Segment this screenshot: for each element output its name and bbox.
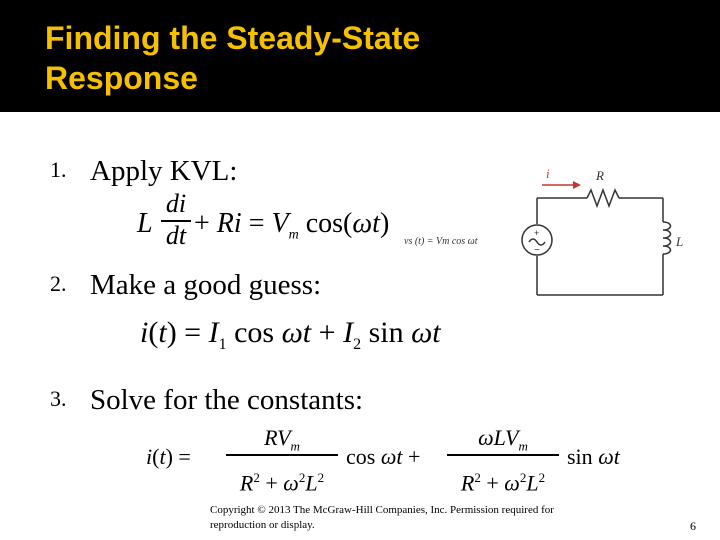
solution-frac-1: $RV_m$ $R^2 + \omega^2L^2$ xyxy=(222,425,342,497)
resistor-label: R xyxy=(596,168,604,183)
source-minus: − xyxy=(534,245,540,256)
solution-sin-term: sin ωt xyxy=(567,444,620,469)
kvl-rhs: + $Ri = V_m$ cos(ωt) xyxy=(194,208,390,243)
inductor-symbol xyxy=(663,222,671,254)
solution-cos-term: cos ωt + xyxy=(346,444,421,469)
step-2 xyxy=(50,268,321,301)
solution-frac-2: ωLV$_m$ $R^2 + \omega^2L^2$ xyxy=(443,425,563,497)
solution-lhs: i(t) = xyxy=(146,444,191,469)
page-number: 6 xyxy=(690,519,696,533)
kvl-derivative: di dt xyxy=(160,190,192,250)
step-1 xyxy=(50,154,237,187)
slide-title xyxy=(45,18,645,98)
current-label: i xyxy=(546,166,550,181)
step-1-number: 1. xyxy=(50,157,67,182)
source-plus: + xyxy=(534,228,540,238)
step-3 xyxy=(50,383,363,416)
title-line-2: Response xyxy=(45,60,198,96)
step-3-number: 3. xyxy=(50,386,67,411)
source-label: vs (t) = Vm cos ωt xyxy=(404,236,478,247)
step-3-text: Solve for the constants: xyxy=(90,384,364,416)
step-1-text: Apply KVL: xyxy=(90,155,238,187)
kvl-L: L xyxy=(137,208,153,239)
current-arrow-head xyxy=(573,181,581,189)
inductor-label: L xyxy=(676,234,684,249)
step-2-number: 2. xyxy=(50,271,67,296)
resistor-symbol xyxy=(587,190,619,206)
step-2-text: Make a good guess: xyxy=(90,269,322,301)
copyright-footer: Copyright © 2013 The McGraw-Hill Companies, Inc. Permission required for reproduction or display. xyxy=(210,504,554,531)
rl-circuit-diagram xyxy=(400,160,700,305)
guess-equation: $i(t) = I_1$ $\cos \omega t + I_2$ sin ωt xyxy=(140,316,441,353)
title-line-1: Finding the Steady-State xyxy=(45,20,421,56)
